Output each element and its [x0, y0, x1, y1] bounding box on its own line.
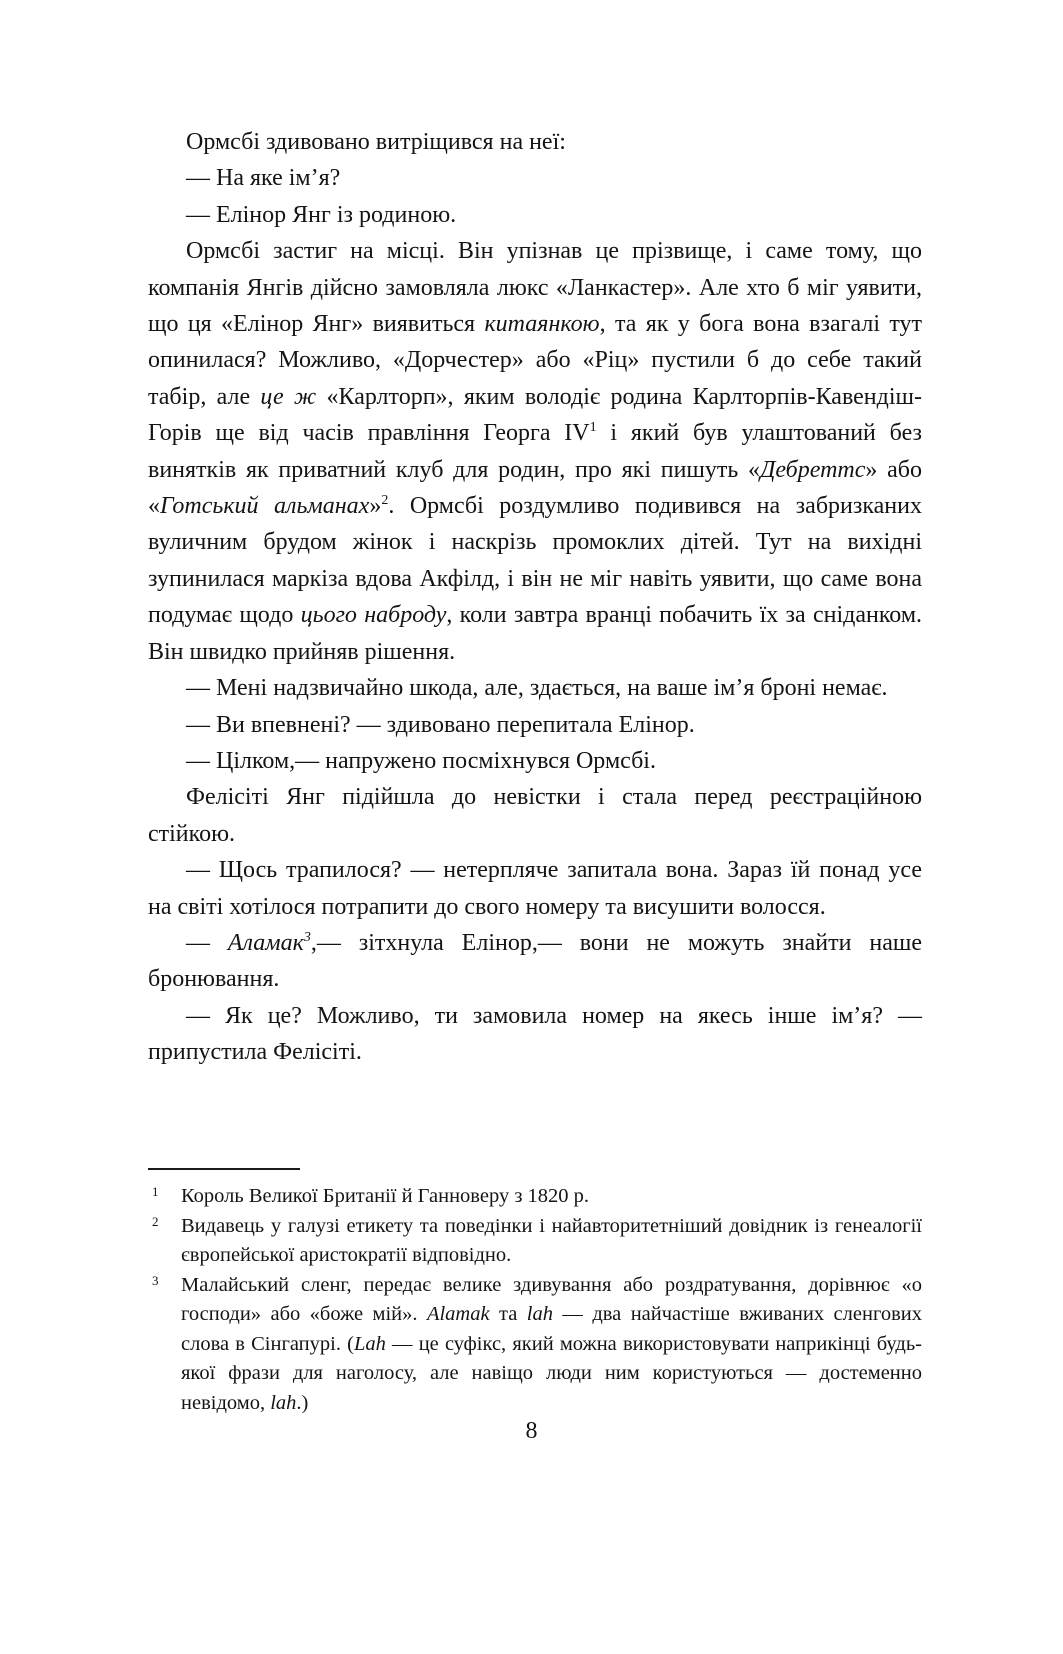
text-segment: — На яке ім’я?	[186, 165, 341, 192]
footnote	[148, 1182, 922, 1212]
text-segment: — два найчастіше вживаних сленгових слова в Сінгапурі. (	[181, 1303, 923, 1355]
footnote-marker: 3	[152, 1272, 159, 1288]
text-segment: , та як у бога вона взагалі тут опинилася? Можливо, «Дорчестер» або «Ріц» пустили б до себе такий табір, але	[148, 311, 922, 410]
text-segment: — Елінор Янг із родиною.	[186, 201, 457, 228]
paragraph	[148, 743, 922, 779]
text-segment: Ормсбі здивовано витріщився на неї:	[186, 129, 566, 155]
text-segment: , коли завтра вранці побачить їх за сніданком. Він швидко прийняв рішення.	[148, 602, 923, 665]
text-segment: Alamak	[426, 1303, 490, 1325]
paragraph	[148, 233, 922, 670]
text-segment: ,— зітхнула Елінор,— вони не можуть знайти наше бронювання.	[148, 929, 922, 993]
text-segment: — Мені надзвичайно шкода, але, здається, на ваше ім’я броні немає.	[186, 675, 888, 702]
footnote-divider	[148, 1168, 300, 1170]
text-segment: »	[369, 493, 382, 520]
text-segment: це ж	[260, 383, 317, 410]
footnote-marker: 2	[152, 1213, 159, 1229]
paragraph	[148, 197, 922, 233]
paragraph	[148, 998, 922, 1071]
footnote	[148, 1212, 922, 1271]
text-segment: . Ормсбі роздумливо подивився на забризканих вуличним брудом жінок і наскрізь промоклих дітей. Тут на вихідні зупинилася маркіза вдова Акфілд, і він не міг навіть уявити, що саме вона подумає щодо	[148, 493, 922, 629]
text-segment: Готський альманах	[160, 493, 370, 520]
body-text	[148, 124, 922, 1071]
text-segment: » або «	[148, 456, 922, 520]
text-segment: — Як це? Можливо, ти замовила номер на якесь інше ім’я? — припустила Фелісіті.	[148, 1002, 922, 1066]
text-segment: .)	[296, 1391, 309, 1414]
text-segment: Король Великої Британії й Ганноверу з 1820 р.	[181, 1185, 590, 1207]
text-segment: — це суфікс, який можна використовувати наприкінці будь-якої фрази для наголосу, але навіщо люди ним користуються — достеменно невідомо,	[181, 1332, 922, 1414]
text-segment: Lah	[353, 1332, 386, 1355]
paragraph	[148, 707, 922, 743]
footnote-reference: 2	[381, 493, 389, 509]
text-segment: «Карлторп», яким володіє родина Карлторпів-Кавендіш-Горів ще від часів правління Георга IV	[148, 383, 922, 447]
footnote-marker: 1	[152, 1184, 159, 1199]
footnote-list	[148, 1182, 922, 1418]
footnote-reference: 1	[589, 420, 597, 436]
footnote-reference: 3	[303, 929, 311, 945]
text-segment: Малайський сленг, передає велике здивування або роздратування, дорівнює «о господи» або «боже мій».	[181, 1273, 922, 1325]
paragraph	[148, 779, 922, 852]
text-segment: —	[186, 929, 228, 956]
paragraph	[148, 160, 922, 196]
text-segment: Видавець у галузі етикету та поведінки і найавторитетніший довідник із генеалогії європейської аристократії відповідно.	[181, 1214, 922, 1266]
text-segment: lah	[526, 1303, 553, 1325]
footnote	[148, 1271, 922, 1419]
text-segment: і який був улаштований без винятків як приватний клуб для родин, про які пишуть «	[148, 420, 922, 483]
text-segment: та	[489, 1303, 527, 1325]
text-segment: китаянкою	[484, 311, 600, 338]
text-segment: цього наброду	[300, 602, 447, 629]
paragraph	[148, 124, 922, 160]
text-segment: lah	[270, 1391, 297, 1414]
text-segment: Дебреттс	[760, 456, 866, 483]
page-number: 8	[525, 1418, 538, 1444]
text-segment: Ормсбі застиг на місці. Він упізнав це прізвище, і саме тому, що компанія Янгів дійсно замовляла люкс «Ланкастер». Але хто б міг уявити, що ця «Елінор Янг» виявиться	[148, 238, 922, 338]
footnotes-section	[148, 1168, 922, 1418]
paragraph	[148, 670, 922, 706]
text-segment: Фелісіті Янг підійшла до невістки і стала перед реєстраційною стійкою.	[148, 784, 922, 847]
paragraph	[148, 852, 922, 925]
text-segment: — Цілком,— напружено посміхнувся Ормсбі.	[186, 747, 656, 774]
text-segment: — Ви впевнені? — здивовано перепитала Елінор.	[186, 711, 695, 738]
paragraph	[148, 925, 922, 998]
text-segment: Аламак	[227, 929, 304, 956]
text-segment: — Щось трапилося? — нетерпляче запитала вона. Зараз їй понад усе на світі хотілося потрапити до свого номеру та висушити волосся.	[148, 857, 922, 920]
